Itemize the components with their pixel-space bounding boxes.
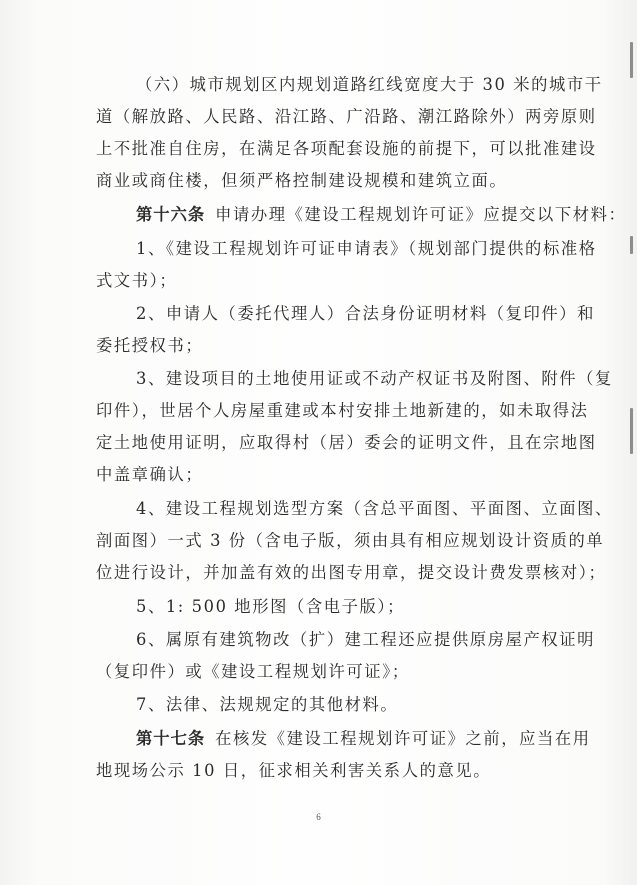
list-item-6: 6、属原有建筑物改（扩）建工程还应提供原房屋产权证明 (136, 630, 595, 649)
paragraph-line: 委托授权书； (96, 336, 204, 355)
paragraph-line: 剖面图）一式 3 份（含电子版，须由具有相应规划设计资质的单 (96, 531, 605, 550)
article-16-line (136, 200, 626, 230)
article-17-label: 第十七条 (136, 729, 206, 748)
list-item-5: 5、1: 500 地形图（含电子版）； (136, 597, 405, 616)
scan-binding-mark (630, 42, 633, 78)
paragraph-line: 地现场公示 10 日，征求相关利害关系人的意见。 (96, 761, 492, 780)
article-16-label: 第十六条 (136, 205, 206, 224)
list-item-2: 2、申请人（委托代理人）合法身份证明材料（复印件）和 (136, 304, 595, 323)
list-item-4: 4、建设工程规划选型方案（含总平面图、平面图、立面图、 (136, 499, 613, 518)
paragraph-line: 式文书）； (96, 271, 178, 290)
paragraph-line: 位进行设计，并加盖有效的出图专用章，提交设计费发票核对）； (96, 563, 607, 582)
article-16-text: 申请办理《建设工程规划许可证》应提交以下材料： (215, 205, 627, 224)
paragraph-line: （六）城市规划区内规划道路红线宽度大于 30 米的城市干 (136, 75, 603, 94)
page-number: 6 (316, 812, 321, 822)
paragraph-line: 印件），世居个人房屋重建或本村安排土地新建的，如未取得法 (96, 401, 589, 420)
list-item-1: 1、《建设工程规划许可证申请表》（规划部门提供的标准格 (136, 239, 597, 258)
scan-binding-mark (630, 236, 633, 254)
list-item-7: 7、法律、法规规定的其他材料。 (136, 695, 399, 714)
paragraph-line: 道（解放路、人民路、沿江路、广沿路、潮江路除外）两旁原则 (96, 107, 597, 126)
paragraph-line: 定土地使用证明，应取得村（居）委会的证明文件，且在宗地图 (96, 433, 597, 452)
list-item-3: 3、建设项目的土地使用证或不动产权证书及附图、附件（复 (136, 369, 613, 388)
paragraph-line: 商业或商住楼，但须严格控制建设规模和建筑立面。 (96, 171, 508, 190)
scan-binding-mark (630, 408, 633, 454)
article-17-line (136, 724, 591, 754)
article-17-text: 在核发《建设工程规划许可证》之前，应当在用 (215, 729, 591, 748)
paragraph-line: （复印件）或《建设工程规划许可证》； (96, 662, 410, 681)
paragraph-line: 上不批准自住房，在满足各项配套设施的前提下，可以批准建设 (96, 139, 597, 158)
paragraph-line: 中盖章确认； (96, 465, 204, 484)
